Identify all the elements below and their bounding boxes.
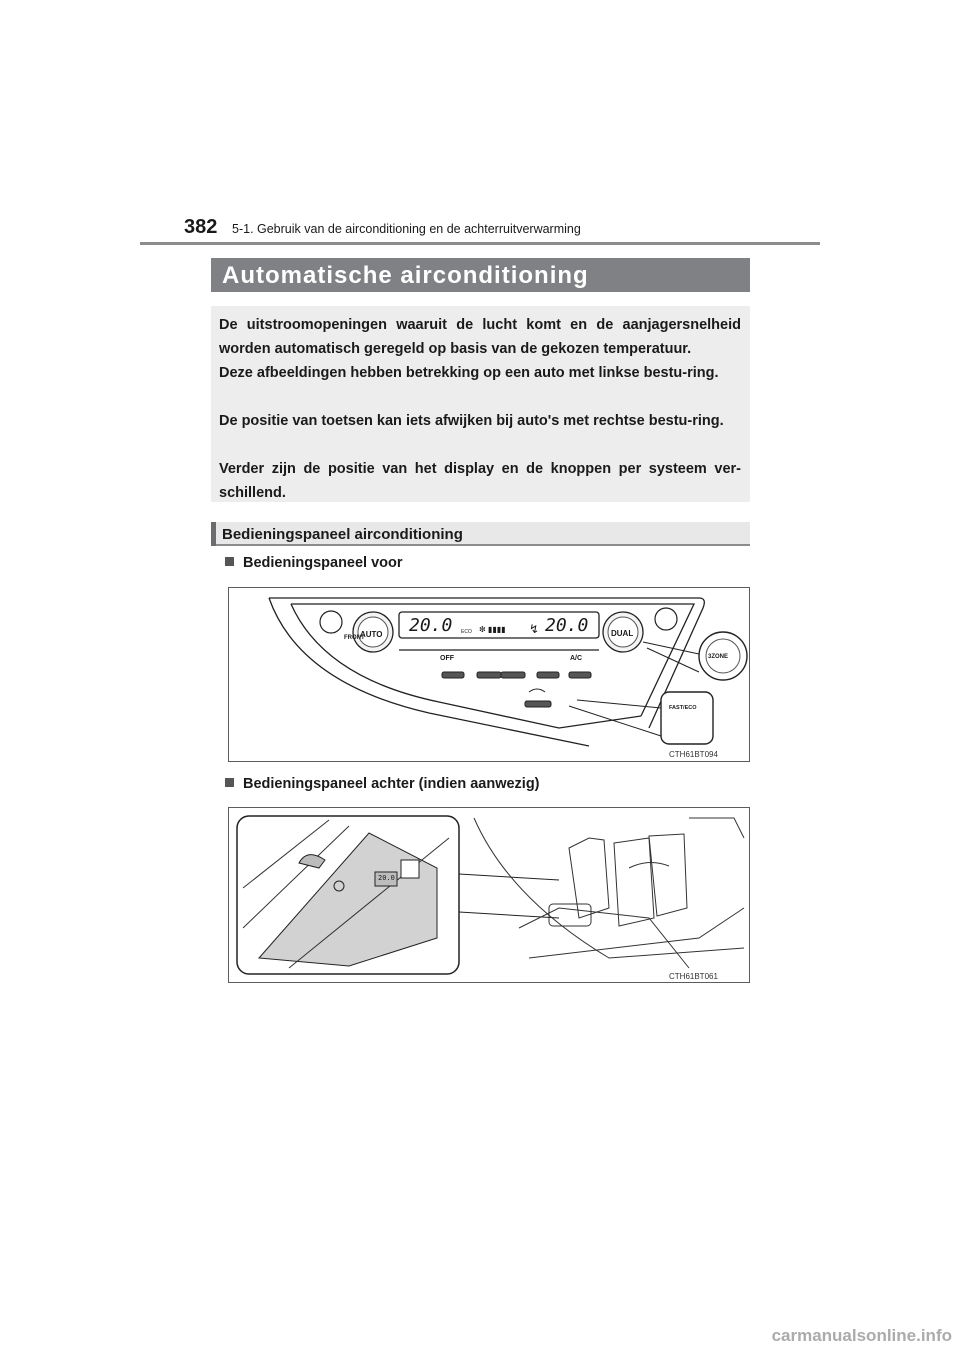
intro-paragraph: De uitstroomopeningen waaruit de lucht komt en de aanjagersnelheid worden automatisch geregeld op basis van de gekozen temperatuur. <box>219 317 741 357</box>
front-panel-figure <box>228 587 750 762</box>
fast-eco-label: FAST/ECO <box>669 705 697 711</box>
bullet-square-icon <box>225 778 234 787</box>
page-number: 382 <box>184 216 218 238</box>
bullet-square-icon <box>225 557 234 566</box>
intro-paragraph: De positie van toetsen kan iets afwijken bij auto's met rechtse bestu-ring. <box>219 413 724 429</box>
rear-armrest <box>549 904 591 926</box>
figure-code: CTH61BT094 <box>669 750 718 759</box>
fan-off-label: OFF <box>440 655 454 662</box>
figure-code: CTH61BT061 <box>669 972 718 981</box>
front-panel-heading <box>225 555 403 571</box>
rear-seat-headrest <box>569 838 609 918</box>
eco-indicator: ECO <box>461 629 472 635</box>
rear-panel-illustration <box>229 808 749 982</box>
rear-panel-figure <box>228 807 750 983</box>
rear-temp-value: 20.0 <box>378 874 395 882</box>
right-temp-display: 20.0 <box>545 615 589 636</box>
intro-paragraph: Verder zijn de positie van het display en de knoppen per systeem ver-schillend. <box>219 461 741 501</box>
dual-label: DUAL <box>611 629 634 638</box>
ac-label: A/C <box>570 655 583 662</box>
fan-down-button <box>477 672 501 678</box>
fast-eco-callout <box>661 692 713 744</box>
recirc-button <box>537 672 559 678</box>
three-zone-label: 3ZONE <box>708 654 729 660</box>
section-title: Automatische airconditioning <box>222 262 589 289</box>
front-panel-illustration <box>229 588 749 761</box>
front-panel-heading-text: Bedieningspaneel voor <box>243 555 403 571</box>
ac-button <box>569 672 591 678</box>
subsection-title: Bedieningspaneel airconditioning <box>222 526 463 543</box>
intro-paragraph: Deze afbeeldingen hebben betrekking op een auto met linkse bestu-ring. <box>219 365 719 381</box>
subsection-accent <box>211 522 216 546</box>
rear-panel-heading-text: Bedieningspaneel achter (indien aanwezig) <box>243 776 540 792</box>
fast-eco-icon <box>529 689 545 692</box>
watermark: carmanualsonline.info <box>771 1326 952 1345</box>
front-label: FRONT <box>344 635 365 641</box>
fast-eco-button <box>525 701 551 707</box>
airflow-mode-icon: ↯ <box>529 622 540 636</box>
rear-temp-adjust-button <box>401 860 419 878</box>
front-defrost-button <box>320 611 342 633</box>
rear-defrost-button <box>655 608 677 630</box>
left-temp-display: 20.0 <box>409 615 453 636</box>
rear-panel-heading <box>225 776 540 792</box>
fan-up-button <box>501 672 525 678</box>
running-header: 5-1. Gebruik van de airconditioning en de achterruitverwarming <box>232 222 581 236</box>
fan-level-indicator: ❇ ▮▮▮▮ <box>479 625 506 634</box>
auto-label: AUTO <box>360 630 383 639</box>
header-rule <box>140 242 820 245</box>
fan-off-button <box>442 672 464 678</box>
